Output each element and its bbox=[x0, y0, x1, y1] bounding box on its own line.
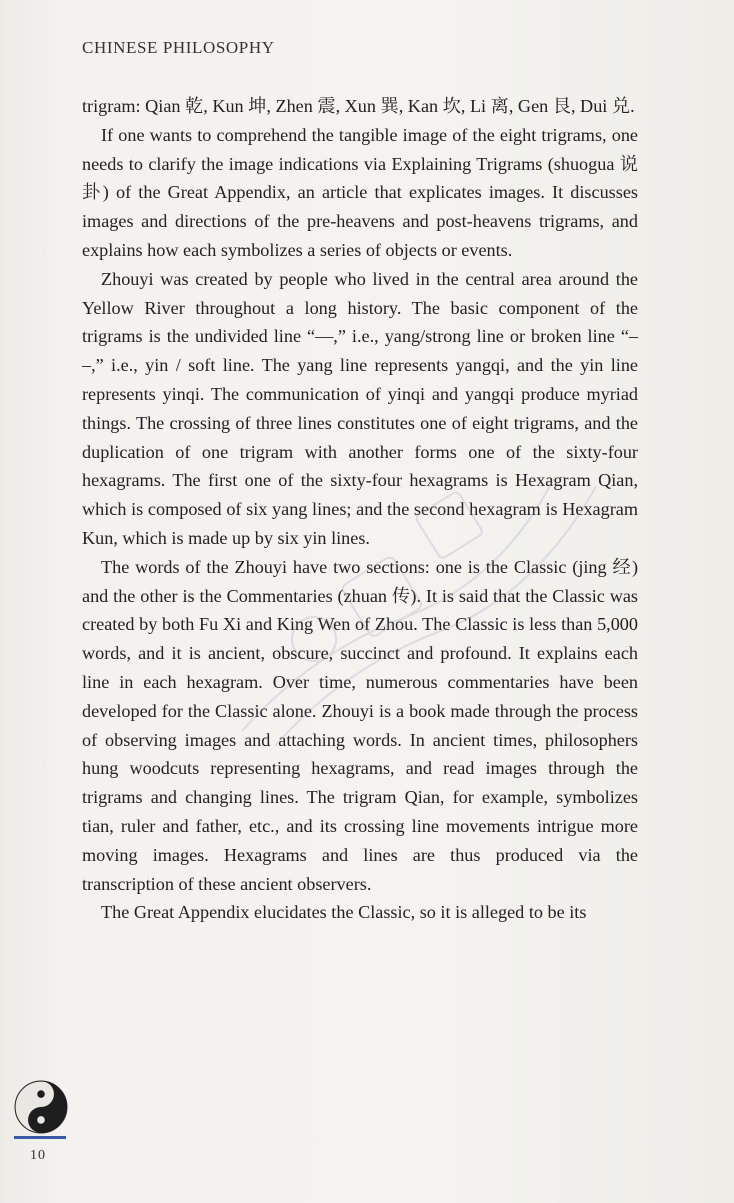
italic-run: Great Appendix bbox=[167, 182, 286, 203]
running-head: CHINESE PHILOSOPHY bbox=[82, 38, 275, 57]
taiji-icon bbox=[14, 1080, 68, 1134]
text-run: produce myriad things. The crossing of three lines constitutes one of eight trigrams, and the duplication of one trigram with another forms one of the sixty-four hexagrams. The first one of the sixty-four hexagrams is Hexagram Qian, which is composed of six bbox=[82, 383, 638, 520]
text-run: If one wants to comprehend the tangible image of the eight trigrams, one needs to clarify the image indications via bbox=[82, 124, 638, 174]
italic-run: yin bbox=[145, 355, 169, 376]
text-run: . The communication of bbox=[199, 383, 388, 404]
text-run: ( bbox=[542, 153, 554, 174]
text-run: , an article that explicates images. It discusses images and directions of the pre-heavens and post-heavens trigrams, and explains how each symbolizes a series of objects or events. bbox=[82, 182, 638, 260]
italic-run: tian bbox=[82, 815, 110, 836]
text-run: was created by people who lived in the central area around the Yellow River throughout a long history. The basic component of the trigrams is the undivided line “—,” i.e., bbox=[82, 268, 638, 347]
italic-run: Explaining Trigrams bbox=[391, 153, 543, 174]
footer-rule bbox=[14, 1136, 66, 1139]
italic-run: yang bbox=[384, 326, 421, 347]
text-run: The bbox=[101, 902, 134, 923]
italic-run: yangqi bbox=[464, 383, 515, 404]
text-run: trigram: Qian 乾, Kun 坤, Zhen 震, Xun 巽, Kan 坎, Li 离, Gen 艮, Dui 兑. bbox=[82, 96, 635, 116]
text-run: 传). It is said that the Classic was created by both Fu Xi and King Wen of Zhou. The Classic is less than 5,000 words, and it is ancient, obscure, succinct and profound. It explains each line in each hexagram. Over time, numerous commentaries have been developed for the Classic alone. bbox=[82, 585, 638, 721]
italic-run: Zhouyi bbox=[234, 556, 288, 577]
italic-run: shuogua bbox=[553, 153, 615, 174]
paragraph bbox=[82, 553, 638, 899]
italic-run: jing bbox=[578, 556, 607, 577]
paragraph bbox=[82, 92, 638, 121]
page-number: 10 bbox=[30, 1148, 46, 1163]
text-run: The words of the bbox=[101, 556, 235, 577]
text-run: / soft line. The bbox=[168, 355, 298, 376]
italic-run: yang bbox=[272, 499, 308, 520]
text-run: line represents bbox=[332, 355, 456, 376]
paragraph bbox=[82, 898, 638, 927]
paragraph bbox=[82, 265, 638, 553]
text-run: /strong line or broken line “– –,” i.e., bbox=[82, 326, 639, 376]
text-run: 说卦) of the bbox=[82, 153, 638, 203]
italic-run: Zhouyi bbox=[101, 268, 154, 289]
text-run: , and the bbox=[505, 355, 581, 376]
italic-run: yinqi bbox=[162, 383, 200, 404]
text-run: lines; and the second hexagram is Hexagram Kun, which is made up by six bbox=[82, 499, 639, 548]
text-run: line represents bbox=[82, 355, 639, 404]
italic-run: yin bbox=[303, 527, 327, 548]
text-run: is a book made through the process of observing images and attaching words. In ancient times, philosophers hung woodcuts representing hexagrams, and read images through the trigrams and changing lines. The trigram Qian, for example, symbolizes bbox=[82, 700, 638, 808]
italic-run: yang bbox=[297, 355, 333, 376]
text-run: , ruler and father, etc., and its crossing line movements intrigue more moving images. Hexagrams and lines are thus produced via the transcription of these ancient observers. bbox=[82, 815, 638, 894]
italic-run: Zhouyi bbox=[321, 700, 374, 721]
italic-run: yin bbox=[580, 355, 604, 376]
text-run: have two sections: one is the Classic ( bbox=[287, 556, 579, 577]
text-run: and bbox=[425, 383, 465, 404]
text-run: elucidates the Classic, so it is alleged to be its bbox=[249, 902, 587, 923]
italic-run: yinqi bbox=[387, 383, 426, 404]
italic-run: Great Appendix bbox=[133, 902, 250, 923]
paragraph bbox=[82, 121, 638, 265]
italic-run: zhuan bbox=[343, 585, 388, 606]
body-text bbox=[82, 92, 638, 927]
italic-run: yangqi bbox=[455, 355, 506, 376]
text-run: lines. bbox=[326, 527, 370, 548]
text-run: 经) and the other is the Commentaries ( bbox=[82, 556, 639, 606]
